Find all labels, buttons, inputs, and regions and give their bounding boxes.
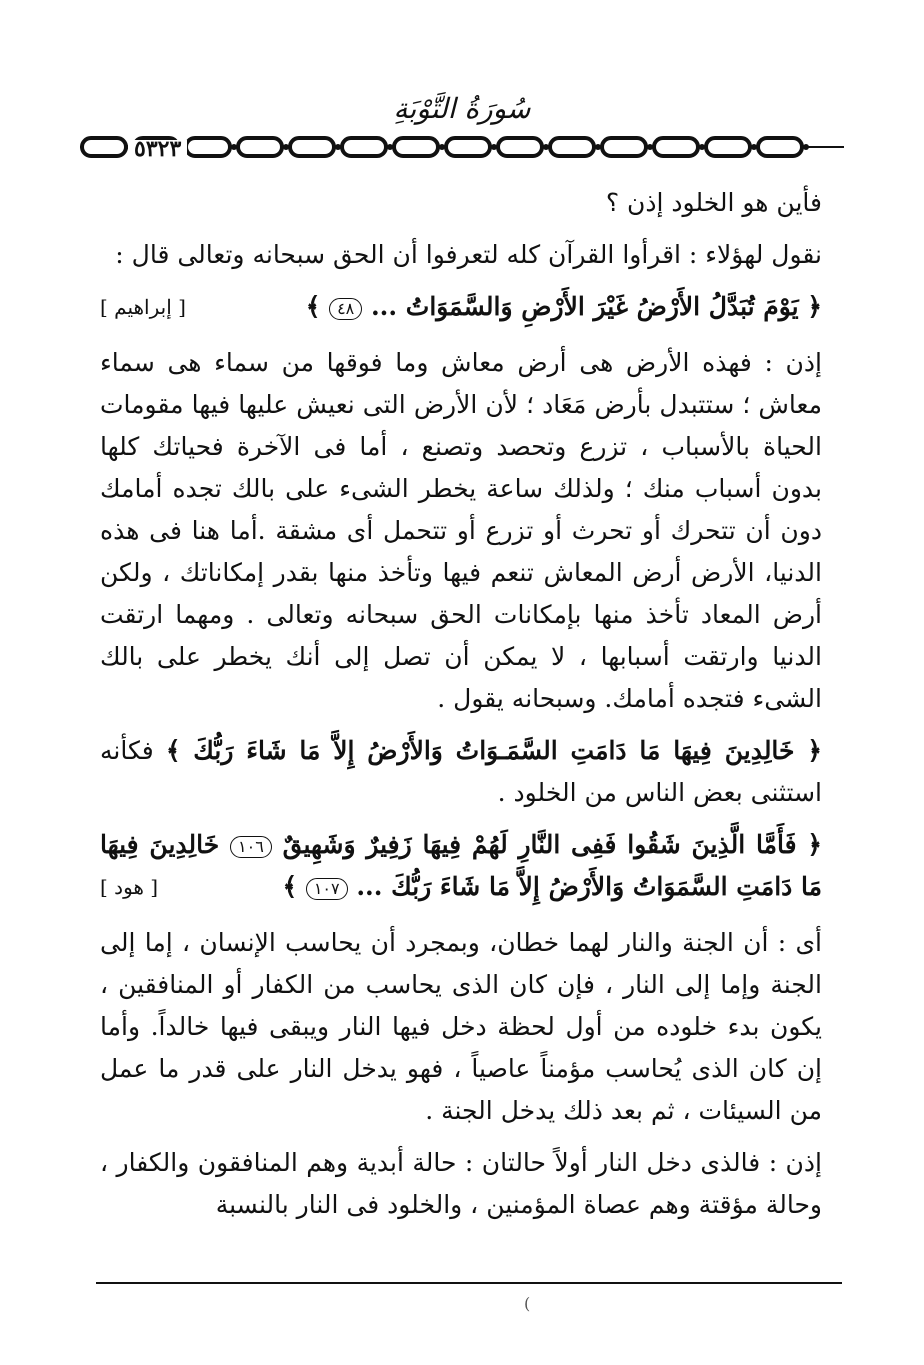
ayah-number: ٤٨ [329, 298, 362, 320]
footer-rule [96, 1282, 842, 1284]
page-header [80, 92, 844, 172]
page-body [100, 182, 822, 1236]
paragraph-6: إذن : فالذى دخل النار أولاً حالتان : حالة أبدية وهم المنافقون والكفار ، وحالة مؤقتة وهم عصاة المؤمنين ، والخلود فى النار بالنسبة [100, 1148, 822, 1219]
paragraph-3: إذن : فهذه الأرض هى أرض معاش وما فوقها من سماء هى سماء معاش ؛ ستتبدل بأرض مَعَاد ؛ لأن الأرض التى نعيش عليها فيها مقومات الحياة بالأسباب ، تزرع وتحصد وتصنع ، أما فى الآخرة فحياتك كلها بدون أسباب منك ؛ ولذلك ساعة يخطر الشىء على بالك تجده أمامك دون أن تتحرك أو تحرث أو تزرع أو تتحمل أى مشقة .أما هنا فى هذه الدنيا، الأرض أرض المعاش تنعم فيها وتأخذ منها بقدر إمكاناتك ، ولكن أرض المعاد تأخذ منها بإمكانات الحق سبحانه وتعالى . ومهما ارتقت الدنيا وارتقت أسبابها ، لا يمكن أن تصل إلى أنك يخطر على بالك الشىء فتجده أمامك. وسبحانه يقول . [100, 348, 822, 713]
ornament-chain-icon [80, 134, 844, 160]
surah-title: سُورَةُ التَّوْبَةِ [393, 92, 531, 125]
verse-text: خَالِدِينَ فِيهَا مَا دَامَتِ السَّمَوَاتُ وَالأَرْضُ إِلاَّ مَا شَاءَ رَبُّكَ ... [100, 830, 822, 901]
paragraph-1: فأين هو الخلود إذن ؟ [605, 188, 822, 217]
paragraph-2: نقول لهؤلاء : اقرأوا القرآن كله لتعرفوا أن الحق سبحانه وتعالى قال : [115, 240, 822, 269]
quran-verse-1 [100, 286, 822, 328]
surah-reference: [ إبراهيم ] [100, 295, 186, 319]
paragraph-5: أى : أن الجنة والنار لهما خطان، وبمجرد أن يحاسب الإنسان ، إما إلى الجنة وإما إلى النار ، فإن كان الذى يحاسب من الكفار أو المنافقين ، يكون بدء خلوده من أول لحظة دخل فيها النار ويبقى فيها خالداً. وأما إن كان الذى يُحاسب مؤمناً عاصياً ، فهو يدخل النار على قدر ما عمل من السيئات ، ثم بعد ذلك يدخل الجنة . [100, 928, 822, 1125]
verse-text: ﴿ فَأَمَّا الَّذِينَ شَقُوا فَفِى النَّارِ لَهُمْ فِيهَا زَفِيرٌ وَشَهِيقٌ [282, 830, 822, 859]
ayah-number: ١٠٦ [230, 836, 272, 858]
quran-inline-verse: ﴿ خَالِدِينَ فِيهَا مَا دَامَتِ السَّمَـوَاتُ وَالأَرْضُ إِلاَّ مَا شَاءَ رَبُّكَ ﴾ [165, 736, 822, 765]
inline-commentary: فكأنه استثنى بعض الناس من الخلود . [100, 736, 822, 807]
surah-reference: [ هود ] [100, 875, 159, 899]
verse-close: ﴾ [282, 872, 298, 901]
page-number: ٥٣٢٣ [128, 140, 187, 158]
paragraph-4 [100, 730, 822, 814]
quran-verse-2 [100, 824, 822, 908]
decorative-band [80, 134, 844, 160]
verse-close: ﴾ [305, 292, 321, 321]
ayah-number: ١٠٧ [306, 878, 348, 900]
footer-mark: ( [524, 1294, 531, 1313]
verse-text: ﴿ يَوْمَ تُبَدَّلُ الأَرْضُ غَيْرَ الأَرْضِ وَالسَّمَوَاتُ ... [370, 292, 822, 321]
